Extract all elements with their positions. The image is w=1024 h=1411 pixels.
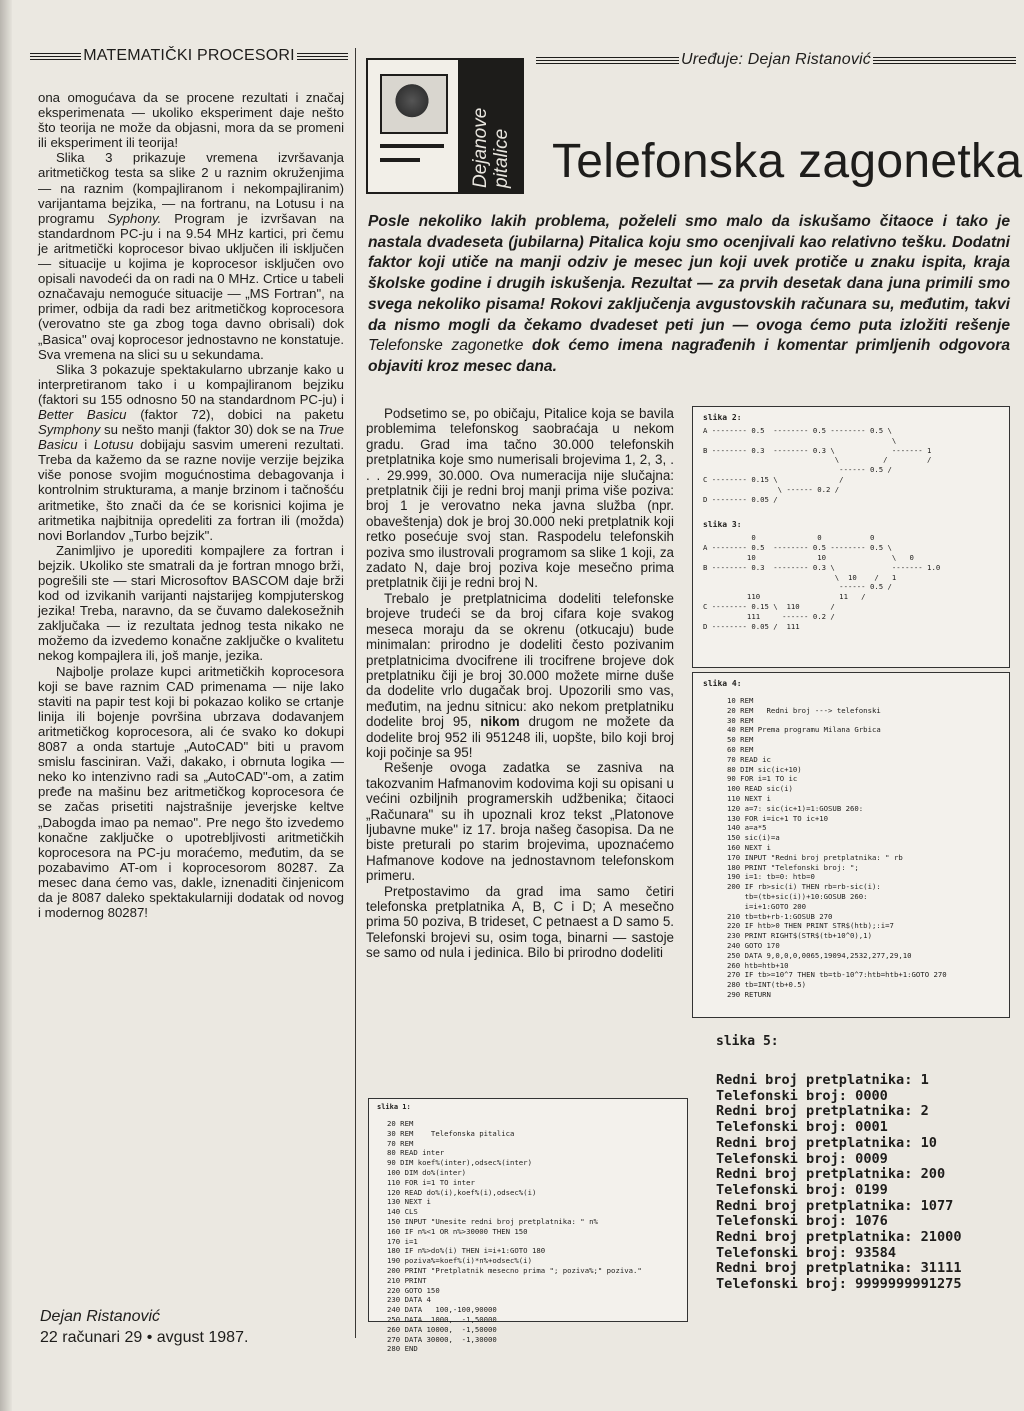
code-line: 10 REM	[727, 696, 754, 705]
code-line: 140 a=a*5	[727, 823, 767, 833]
figure-slika-4	[692, 672, 1010, 1018]
code-line: \ 10 / 1	[703, 572, 897, 582]
basic-listing	[703, 696, 999, 1000]
article-title: Telefonska zagonetka	[552, 135, 1023, 189]
paragraph: Trebalo je pretplatnicima dodeliti telefonske brojeve trudeći se da broj cifara koje svakog meseca moraju da se okrenu (otkucaju) bude minimalan: prirodno je dodeliti često pozivanim pretplatnicima dvocifrene ili trocifrene brojeve dok pretplatniku čiji je broj 30.000 možete mirne duše da dodelite vrlo dugačak broj. Upozorili smo vas, međutim, na jednu sitnicu: ako nekom pretplatniku dodelite broj 95, nikom drugom ne možete da dodelite broj 952 ili 951248 ili, uopšte, bilo koji broj koji počinje sa 95!	[366, 590, 674, 760]
basic-listing	[377, 1119, 679, 1354]
paragraph: Najbolje prolaze kupci aritmetičkih koprocesora koji se bave raznim CAD primenama — nije lako staviti na papir test koji bi pokazao koliko se crtanje linija ili bojenje površina ubrzava dodavanjem aritmetičkog koprocesora, ali će svako ko dokupi 8087 a onda startuje „AutoCAD" biti u pravom smislu fasciniran. Važi, dakako, i obrnuta logika — neko ko intenzivno radi sa „AutoCAD"-om, a zatim pređe na mašinu bez aritmetičkog koprocesora će se začas prisetiti najstrašnije jeverjske keltve „Dabogda imao pa nemao". Pre nego što izvedemo konačne zaključke o upotrebljivosti aritmetičkih koprocesora na PC-ju moraćemo, međutim, da se pozabavimo AT-om i koprocesorom 80287. Za mesec dana ćemo vas, dakle, iznenaditi činjenicom da je 8087 daleko spektakularniji dodatak od novog i modernog 80287!	[38, 663, 344, 921]
code-line: 160 IF n%<1 OR n%>30000 THEN 150	[387, 1226, 528, 1236]
page-spine-shadow	[0, 0, 12, 1411]
section-header-right	[536, 50, 1016, 70]
code-line: 100 READ sic(i)	[727, 784, 793, 794]
huffman-diagram-1	[703, 426, 999, 504]
figure-label: slika 2:	[703, 413, 742, 422]
code-line: 250 DATA 1000, -1,50000	[387, 1314, 497, 1324]
code-line: 70 REM	[387, 1138, 414, 1148]
program-output	[716, 1073, 994, 1293]
code-line: 90 DIM koef%(inter),odsec%(inter)	[387, 1158, 532, 1168]
section-title: MATEMATIČKI PROCESORI	[83, 47, 295, 64]
figure-label: slika 5:	[716, 1034, 779, 1049]
code-line: 270 DATA 30000, -1,30000	[387, 1334, 497, 1344]
figure-slika-1	[368, 1098, 688, 1354]
code-line: A -------- 0.5 -------- 0.5 -------- 0.5 \	[703, 543, 892, 553]
code-line: 70 READ ic	[727, 754, 771, 764]
code-line: D -------- 0.05 /	[703, 494, 778, 504]
code-line: 40 REM Prema programu Milana Grbica	[727, 725, 881, 735]
code-line: C -------- 0.15 \ 110 /	[703, 601, 835, 611]
code-line: 240 GOTO 170	[727, 940, 780, 950]
left-article-column	[38, 90, 344, 920]
code-line: 140 CLS	[387, 1207, 418, 1217]
paragraph: Zanimljivo je uporediti kompajlere za fortran i bejzik. Ukoliko ste smatrali da je fortran mnogo brži, pogrešili ste — stari Microsoftov BASCOM daje brži kod od izvikanih varijanti najstarijeg kompjuterskog jezika! Treba, naravno, da se čuvamo dalekosežnih zaključaka — iz rezultata jednog testa nikako ne možemo da izvedemo konačne zaključke o kvalitetu nekog kompajlera ili, još manje, jezika.	[38, 542, 344, 664]
figure-slika-5	[700, 1022, 1010, 1304]
code-line: Redni broj pretplatnika: 1	[716, 1072, 929, 1088]
header-rule	[536, 57, 679, 64]
code-line: 180 PRINT "Telefonski broj: ";	[727, 862, 859, 872]
code-line: Redni broj pretplatnika: 31111	[716, 1260, 962, 1277]
paragraph: Pretpostavimo da grad ima samo četiri telefonska pretplatnika A, B, C i D; A mesečno prima 50 poziva, B trideset, C petnaest a D samo 5. Telefonski brojevi su, osim toga, binarni — sastoje se samo od nula i jedinica. Bilo bi prirodno dodeliti	[366, 883, 674, 961]
code-line: 100 DIM do%(inter)	[387, 1167, 467, 1177]
paragraph: ona omogućava da se procene rezultati i značaj eksperimenata — ukoliko eksperiment daje nešto što teorija ne može da objasni, mora da se promeni ili eksperiment ili teorija!	[38, 90, 344, 151]
huffman-diagram-2	[703, 533, 999, 631]
code-line: Redni broj pretplatnika: 200	[716, 1166, 946, 1183]
code-line: 250 DATA 9,0,0,0,0065,19094,2532,277,29,10	[727, 950, 912, 960]
code-line: B -------- 0.3 -------- 0.3 \ ------- 1	[703, 445, 932, 455]
paragraph: Rešenje ovoga zadatka se zasniva na takozvanim Hafmanovim kodovima koji su opisani u većini ozbiljnih programerskih udžbenika; čitaoci „Računara" su ih upoznali kroz tekst „Platonove ljubavne muke" iz 17. broja našeg časopisa. Da ne biste preturali po starim brojevima, upoznaćemo Hafmanove kodove na jednostavnom telefonskom primeru.	[366, 760, 674, 884]
article-lead: Posle nekoliko lakih problema, poželeli smo malo da iskušamo čitaoce i tako je nastala dvadeseta (jubilarna) Pitalica koju smo ocenjivali kao relativno tešku. Dodatni faktor koji utiče na manji odziv je mesec jun koji uvek protiče u znaku ispita, kraja školske godine i drugih iskušenja. Rezultat — za prvih desetak dana juna primili smo svega nekoliko pisama! Rokovi zaključenja avgustovskih računara su, međutim, takvi da nismo mogli da čekamo dvadeset peti jun — ovoga ćemo puta izložiti rešenje Telefonske zagonetke dok ćemo imena nagrađenih i komentar primljenih odgovora objaviti kroz mesec dana.	[368, 213, 1010, 375]
code-line: 111 ------ 0.2 /	[703, 611, 835, 621]
paragraph: Slika 3 pokazuje spektakularno ubrzanje kako u interpretiranom tako i u kompajliranom bejziku (faktori su 155 odnosno 50 na standardnom PC-ju) i Better Basicu (faktor 72), dobici na paketu Symphony su nešto manji (faktor 30) dok se na True Basicu i Lotusu dobijaju sasvim umereni rezultati. Treba da kažemo da se razne novije verzije bejzika više ponose svojim mogućnostima debagovanja i kontrolnim strukturama, a manje brzinom i tačnošću aritmetike, što znači da će se korisnici kojima je aritmetika najbitnija opredeliti za fortran ili (možda) novi Borlandov „Turbo bejzik".	[38, 361, 344, 543]
middle-article-column	[366, 406, 674, 961]
code-line: 120 READ do%(i),koef%(i),odsec%(i)	[387, 1187, 537, 1197]
code-line: ------ 0.5 /	[703, 582, 892, 592]
code-line: 110 11 /	[703, 592, 866, 602]
code-line: D -------- 0.05 / 111	[703, 621, 800, 631]
code-line: 80 READ inter	[387, 1148, 445, 1158]
paragraph: Slika 3 prikazuje vremena izvršavanja aritmetičkog testa sa slike 2 u raznim okruženjima — na raznim (kompajliranom i nekompajliranim) varijantama bejzika, — na fortranu, na Lotusu i na programu Syphony. Program je izvršavan na standardnom PC-ju i na 9.54 MHz kartici, pri čemu je aritmetički koprocesor bivao uključen ili isključen — situacije u kojima je koprocesor isključen ovo opisali navodeći da on radi na 0 MHz. Crtice u tabeli označavaju nemoguće situacije — „MS Fortran", na primer, odbija da radi bez aritmetičkog koprocesora (verovatno ste ga zbog toga davno obrisali) dok „Basica" ovaj koprocesor jednostavno ne konstatuje. Sva vremena na slici su u sekundama.	[38, 150, 344, 362]
figure-label: slika 3:	[703, 520, 742, 530]
code-line: Telefonski broj: 0001	[716, 1119, 888, 1136]
code-line: \ ------ 0.2 /	[703, 484, 840, 494]
code-line: A -------- 0.5 -------- 0.5 -------- 0.5 \	[703, 426, 892, 435]
header-rule	[873, 57, 1016, 64]
code-line: 110 FOR i=1 TO inter	[387, 1177, 475, 1187]
code-line: Telefonski broj: 0199	[716, 1181, 888, 1198]
section-header-left	[30, 46, 348, 66]
code-line: 0 0 0	[703, 533, 875, 543]
code-line: C -------- 0.15 \ /	[703, 474, 844, 484]
editor-credit: Uređuje: Dejan Ristanović	[681, 51, 871, 68]
code-line: 270 IF tb>=10^7 THEN tb=tb-10^7:htb=htb+1:GOTO 270	[727, 970, 947, 980]
code-line: 260 htb=htb+10	[727, 960, 789, 970]
code-line: i=i+1:GOTO 200	[727, 901, 807, 911]
code-line: Redni broj pretplatnika: 10	[716, 1134, 937, 1151]
code-line: 90 FOR i=1 TO ic	[727, 774, 798, 784]
code-line: 30 REM Telefonska pitalica	[387, 1128, 515, 1138]
code-line: 120 a=7: sic(ic+1)=1:GOSUB 260:	[727, 803, 864, 813]
code-line: 190 poziva%=koef%(i)*n%+odsec%(i)	[387, 1256, 532, 1266]
code-line: 280 END	[387, 1344, 418, 1354]
code-line: 80 DIM sic(ic+10)	[727, 764, 802, 774]
code-line: 260 DATA 10000, -1,50000	[387, 1324, 497, 1334]
code-line: 180 IF n%>do%(i) THEN i=i+1:GOTO 180	[387, 1246, 546, 1256]
column-divider	[355, 48, 356, 1338]
code-line: ------ 0.5 /	[703, 465, 892, 475]
code-line: Redni broj pretplatnika: 2	[716, 1103, 929, 1120]
code-line: 60 REM	[727, 744, 754, 754]
code-line: 150 INPUT "Unesite redni broj pretplatnika: " n%	[387, 1216, 598, 1226]
header-rule	[30, 53, 81, 60]
code-line: 30 REM	[727, 715, 754, 725]
paragraph: Podsetimo se, po običaju, Pitalice koja se bavila problemima telefonskog saobraćaja u nekom gradu. Grad ima tačno 30.000 telefonskih pretplatnika koje smo numerisali brojevima 1, 2, 3, . . . 29.999, 30.000. Ova numeracija nije slučajna: pretplatnik čiji je redni broj manji prima više poziva: broj 1 je verovatno neka javna služba (npr. obaveštenja) dok je broj 30.000 neki pretplatnik koji retko posećuje svoj stan. Raspodelu telefonskih poziva smo ilustrovali programom sa slike 1 koji, za zadato N, daje broj poziva koje mesečno prima pretplatnik čiji je redni broj N.	[366, 406, 674, 591]
code-line: 20 REM	[387, 1119, 414, 1128]
code-line: tb=(tb+sic(i))+10:GOSUB 260:	[727, 891, 868, 901]
code-line: Telefonski broj: 0009	[716, 1150, 888, 1167]
code-line: 280 tb=INT(tb+0.5)	[727, 980, 807, 990]
computer-illustration	[366, 58, 462, 194]
code-line: 50 REM	[727, 735, 754, 745]
pitalice-logo	[366, 58, 524, 194]
code-line: 220 GOTO 150	[387, 1285, 440, 1295]
code-line: 210 tb=tb+rb-1:GOSUB 270	[727, 911, 833, 921]
code-line: \	[703, 435, 897, 445]
figure-label: slika 1:	[377, 1103, 411, 1111]
code-line: Redni broj pretplatnika: 21000	[716, 1229, 962, 1246]
figure-slika-2-3	[692, 406, 1010, 668]
code-line: 110 NEXT i	[727, 793, 771, 803]
code-line: 10 10 \ 0	[703, 552, 914, 562]
code-line: 130 FOR i=ic+1 TO ic+10	[727, 813, 829, 823]
code-line: 240 DATA 100,-100,90000	[387, 1305, 497, 1315]
code-line: 230 PRINT RIGHT$(STR$(tb+10^0),1)	[727, 931, 872, 941]
code-line: 190 i=1: tb=0: htb=0	[727, 872, 815, 882]
code-line: \ / /	[703, 455, 932, 465]
code-line: 170 INPUT "Redni broj pretplatnika: " rb	[727, 852, 903, 862]
code-line: 170 i=1	[387, 1236, 418, 1246]
code-line: 160 NEXT i	[727, 842, 771, 852]
code-line: Telefonski broj: 1076	[716, 1213, 888, 1230]
figure-label: slika 4:	[703, 679, 742, 688]
code-line: 130 NEXT i	[387, 1197, 431, 1207]
code-line: 150 sic(i)=a	[727, 833, 780, 843]
code-line: 20 REM Redni broj ---> telefonski	[727, 705, 881, 715]
logo-vertical-text: Dejanove pitalice	[470, 107, 512, 188]
author-signature: Dejan Ristanović	[40, 1308, 161, 1325]
portrait-icon	[386, 80, 438, 126]
code-line: 230 DATA 4	[387, 1295, 431, 1305]
code-line: 200 IF rb>sic(i) THEN rb=rb-sic(i):	[727, 882, 881, 892]
code-line: Redni broj pretplatnika: 1077	[716, 1197, 954, 1214]
code-line: Telefonski broj: 0000	[716, 1087, 888, 1104]
code-line: Telefonski broj: 93584	[716, 1244, 897, 1261]
code-line: 210 PRINT	[387, 1275, 427, 1285]
code-line: 220 IF htb>0 THEN PRINT STR$(htb);:i=7	[727, 921, 894, 931]
code-line: 290 RETURN	[727, 989, 771, 999]
code-line: Telefonski broj: 9999999991275	[716, 1276, 962, 1293]
page-footer: 22 računari 29 • avgust 1987.	[40, 1329, 249, 1346]
code-line: B -------- 0.3 -------- 0.3 \ ------- 1.0	[703, 562, 941, 572]
code-line: 200 PRINT "Pretplatnik mesecno prima "; poziva%;" poziva."	[387, 1265, 642, 1275]
header-rule	[297, 53, 348, 60]
